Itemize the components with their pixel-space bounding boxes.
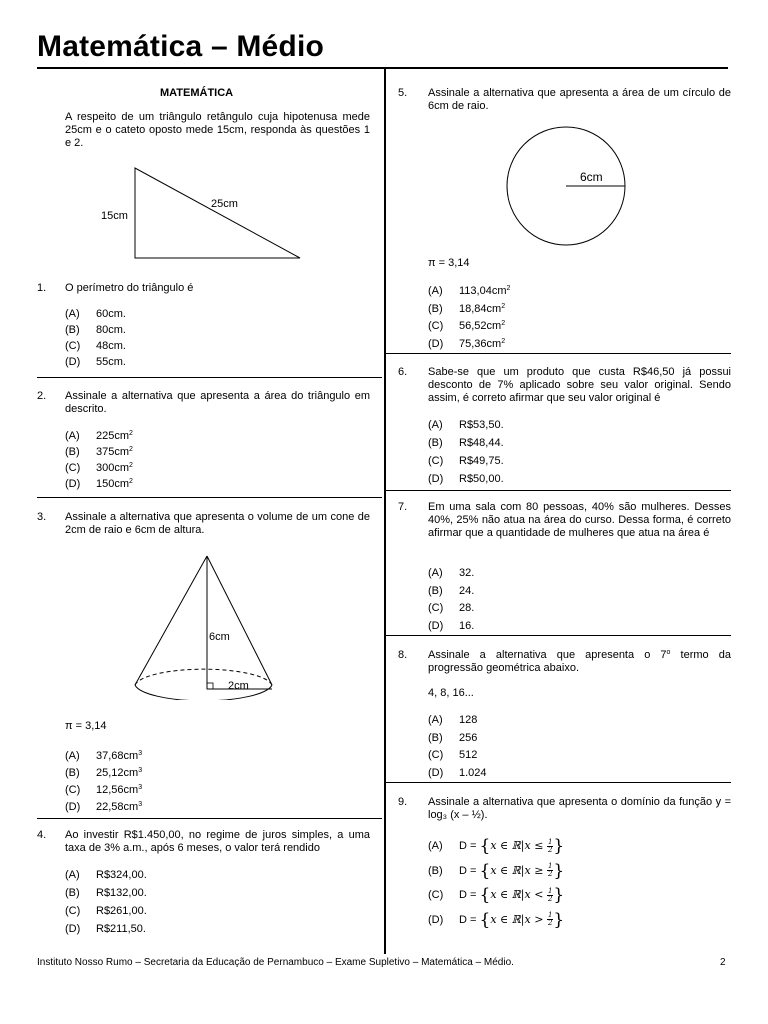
option-5c[interactable]: (C) $56,52cm^2$ (428, 320, 506, 332)
section-title: MATEMÁTICA (160, 87, 234, 99)
option-3d[interactable]: (D) $22,58cm^3$ (65, 801, 143, 813)
option-7b[interactable]: (B) 24. (428, 584, 475, 597)
option-8d[interactable]: (D) 1.024 (428, 766, 487, 779)
separator (386, 353, 731, 354)
question-8-sequence: 4, 8, 16... (428, 687, 474, 699)
question-7-number: 7. (398, 501, 408, 513)
option-9a[interactable]: (A) D = {x ∈ ℝ|x ≤ $\frac{1}{2}$ } (428, 836, 565, 856)
option-8a[interactable]: (A) 128 (428, 714, 478, 726)
option-7c[interactable]: (C) 28. (428, 602, 475, 614)
title-rule (37, 67, 728, 69)
question-2-options (65, 428, 133, 492)
question-4-number: 4. (37, 829, 47, 841)
question-8-text: Assinale a alternativa que apresenta o 7$^o$ termo da progressão geométrica abaixo. (428, 649, 731, 674)
question-4-text: Ao investir R$1.450,00, no regime de juros simples, a uma taxa de 3% a.m., após 6 meses, o valor terá rendido (65, 829, 370, 854)
option-3c[interactable]: (C) $12,56cm^3$ (65, 784, 143, 796)
question-5-number: 5. (398, 87, 408, 99)
option-1b[interactable]: (B) 80cm. (65, 324, 126, 336)
question-5-pi-note: π = 3,14 (428, 257, 470, 269)
column-divider (384, 69, 386, 954)
option-4a[interactable]: (A) R$324,00. (65, 869, 147, 881)
question-6-text: Sabe-se que um produto que custa R$46,50 já possui desconto de 7% aplicado sobre seu valor original. Sendo assim, é correto afirmar que seu valor original é (428, 366, 731, 404)
question-1-options (65, 306, 126, 370)
question-3-number: 3. (37, 511, 47, 523)
option-8c[interactable]: (C) 512 (428, 749, 478, 761)
option-7a[interactable]: (A) 32. (428, 567, 475, 579)
option-1d[interactable]: (D) 55cm. (65, 356, 126, 368)
question-1-text: O perímetro do triângulo é (65, 282, 194, 294)
separator (37, 818, 382, 819)
question-3-options (65, 748, 142, 816)
question-9-text: Assinale a alternativa que apresenta o domínio da função y = log₃ (x – ½). (428, 796, 731, 821)
question-1-number: 1. (37, 282, 47, 294)
option-8b[interactable]: (B) 256 (428, 731, 478, 744)
question-8-number: 8. (398, 649, 408, 661)
option-7d[interactable]: (D) 16. (428, 619, 475, 632)
question-6-options (428, 416, 504, 488)
cone-radius-label: 2cm (228, 680, 249, 692)
option-9d[interactable]: (D) D = {x ∈ ℝ|x > $\frac{1}{2}$ } (428, 909, 565, 930)
separator (386, 782, 731, 783)
question-8-options (428, 712, 487, 782)
question-6-number: 6. (398, 366, 408, 378)
option-5d[interactable]: (D) $75,36cm^2$ (428, 337, 506, 350)
circle-radius-label: 6cm (580, 170, 603, 184)
question-9-number: 9. (398, 796, 408, 808)
question-5-options (428, 283, 510, 353)
option-6d[interactable]: (D) R$50,00. (428, 473, 504, 485)
option-3b[interactable]: (B) $25,12cm^3$ (65, 767, 143, 779)
question-7-text: Em uma sala com 80 pessoas, 40% são mulheres. Desses 40%, 25% não atua na área do curso. Dessa forma, é correto afirmar que a quantidade de mulheres que atua na área é (428, 501, 731, 539)
option-1c[interactable]: (C) 48cm. (65, 340, 126, 352)
option-6c[interactable]: (C) R$49,75. (428, 455, 504, 467)
option-9c[interactable]: (C) D = {x ∈ ℝ|x < $\frac{1}{2}$ } (428, 885, 565, 905)
right-triangle-figure (95, 160, 315, 265)
option-2b[interactable]: (B) $375cm^2$ (65, 446, 133, 458)
option-6b[interactable]: (B) R$48,44. (428, 437, 504, 449)
separator (386, 490, 731, 491)
question-5-text: Assinale a alternativa que apresenta a área de um círculo de 6cm de raio. (428, 87, 731, 112)
option-2d[interactable]: (D) $150cm^2$ (65, 478, 133, 490)
cone-height-label: 6cm (209, 631, 230, 643)
question-2-text: Assinale a alternativa que apresenta a área do triângulo em descrito. (65, 390, 370, 415)
circle-figure (500, 124, 635, 254)
option-6a[interactable]: (A) R$53,50. (428, 419, 504, 431)
option-1a[interactable]: (A) 60cm. (65, 308, 126, 320)
question-3-text: Assinale a alternativa que apresenta o volume de um cone de 2cm de raio e 6cm de altura. (65, 511, 370, 536)
option-2a[interactable]: (A) $225cm^2$ (65, 430, 133, 442)
footer-text: Instituto Nosso Rumo – Secretaria da Educação de Pernambuco – Exame Supletivo – Matemática – Médio. (37, 957, 514, 968)
option-5a[interactable]: (A) $113,04cm^2$ (428, 285, 511, 297)
option-9b[interactable]: (B) D = {x ∈ ℝ|x ≥ $\frac{1}{2}$ } (428, 860, 565, 881)
page-number: 2 (720, 957, 726, 968)
question-9-options (428, 834, 564, 932)
option-4b[interactable]: (B) R$132,00. (65, 887, 147, 899)
question-7-options (428, 565, 474, 635)
option-4d[interactable]: (D) R$211,50. (65, 923, 146, 935)
separator (37, 497, 382, 498)
page-title: Matemática – Médio (37, 30, 325, 63)
separator (37, 377, 382, 378)
question-3-pi-note: π = 3,14 (65, 720, 107, 732)
option-3a[interactable]: (A) $37,68cm^3$ (65, 750, 143, 762)
intro-text: A respeito de um triângulo retângulo cuja hipotenusa mede 25cm e o cateto oposto mede 15cm, responda às questões 1 e 2. (65, 111, 370, 149)
separator (386, 635, 731, 636)
question-2-number: 2. (37, 390, 47, 402)
option-2c[interactable]: (C) $300cm^2$ (65, 462, 133, 474)
question-4-options (65, 866, 147, 938)
triangle-side-label: 15cm (101, 210, 128, 222)
cone-figure (128, 552, 283, 700)
option-5b[interactable]: (B) $18,84cm^2$ (428, 302, 506, 315)
triangle-hypotenuse-label: 25cm (211, 198, 238, 210)
option-4c[interactable]: (C) R$261,00. (65, 905, 147, 917)
